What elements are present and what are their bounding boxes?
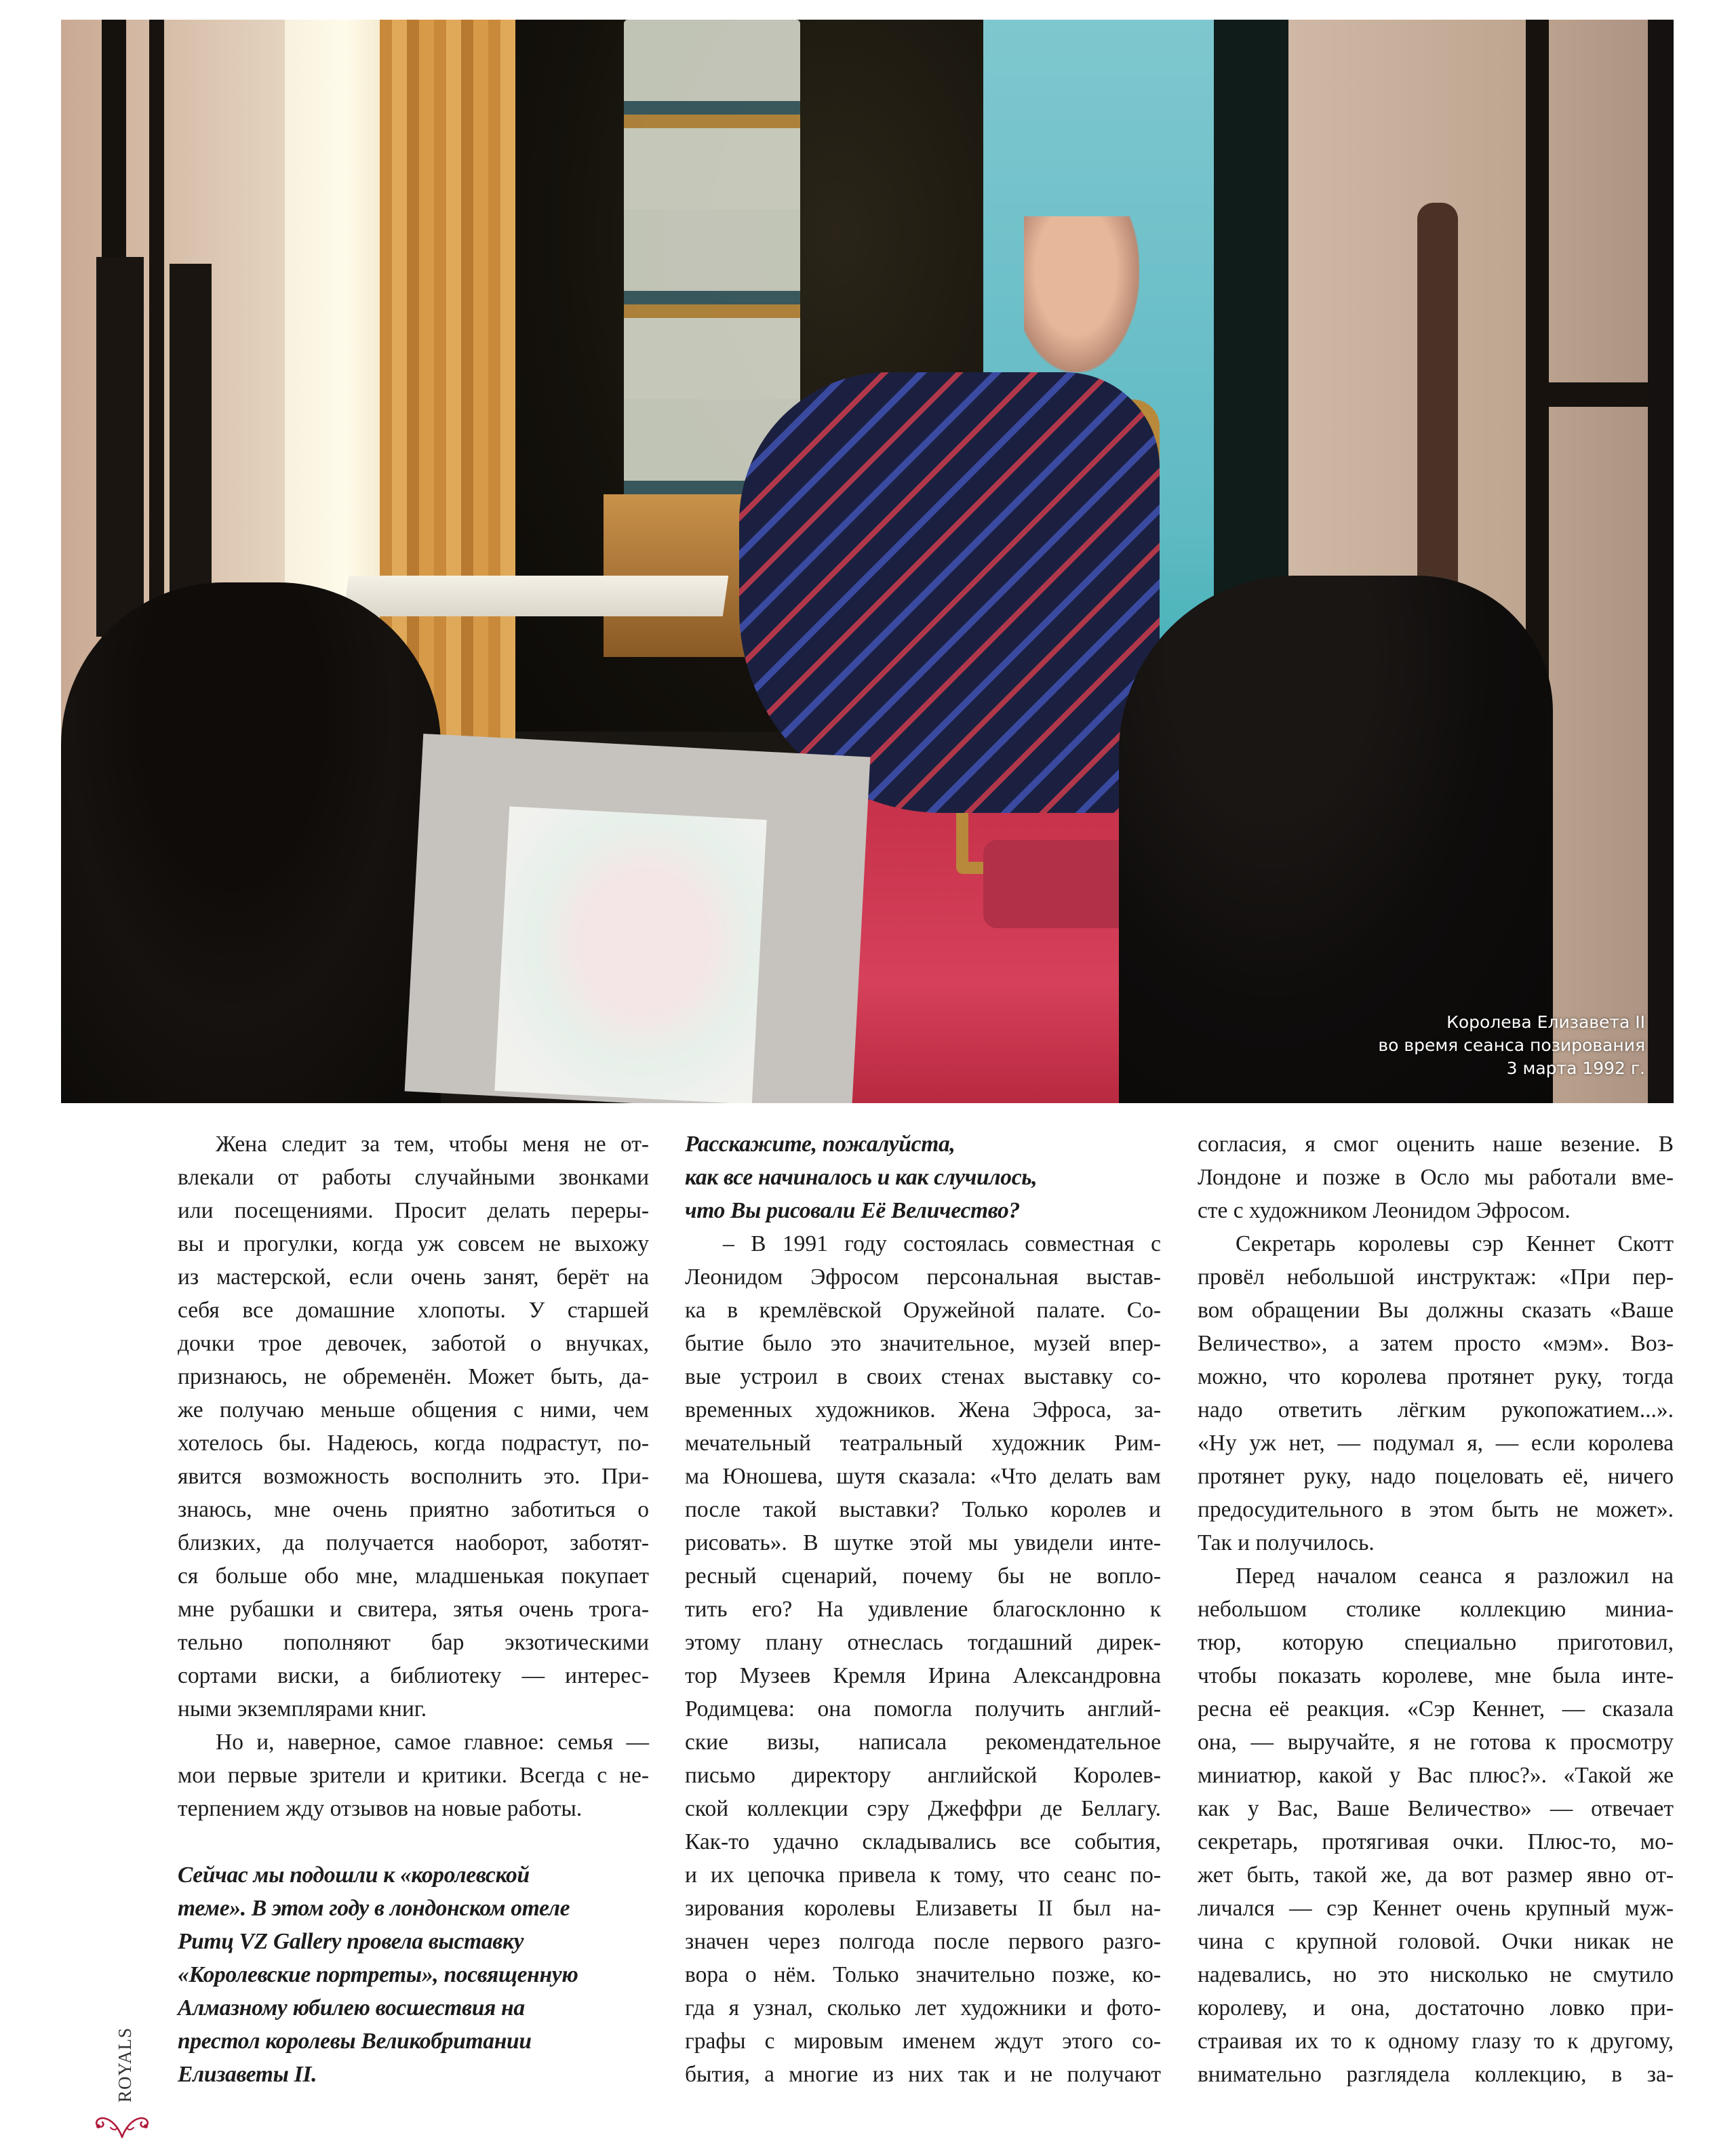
text-line: «Ну уж нет, — подумал я, — если королева (1198, 1431, 1674, 1456)
paragraph (1198, 1128, 1674, 1227)
text-line: предосудительного в этом быть не может». (1198, 1497, 1674, 1522)
text-line: протянет руку, надо поцеловать её, ничего (1198, 1464, 1674, 1489)
text-line: мои первые зрители и критики. Всегда с не- (178, 1763, 649, 1788)
text-line: провёл небольшой инструктаж: «При пер- (1198, 1265, 1674, 1290)
text-line: бытия, а многие из них так и не получают (685, 2062, 1161, 2087)
spacer (178, 1825, 649, 1858)
text-line: ка в кремлёвской Оружейной палате. Со- (685, 1298, 1161, 1323)
text-line: чтобы показать королеве, мне была инте- (1198, 1663, 1674, 1688)
text-line: себя все домашние хлопоты. У старшей (178, 1298, 649, 1323)
text-line: можно, что королева протянет руку, тогда (1198, 1364, 1674, 1389)
text-line: надевались, но это нисколько не смутило (1198, 1962, 1674, 1987)
paragraph (178, 1726, 649, 1825)
photo-caption (1378, 1011, 1645, 1080)
text-line: письмо директору английской Королев- (685, 1763, 1161, 1788)
text-column-3 (1198, 1128, 1674, 2091)
text-line: сортами виски, а библиотеку — интерес- (178, 1663, 649, 1688)
text-line: Как-то удачно складывались все события, (685, 1829, 1161, 1854)
paragraph (685, 1227, 1161, 2091)
text-line: личался — сэр Кеннет очень крупный муж- (1198, 1896, 1674, 1921)
interview-question (685, 1128, 1161, 1227)
text-line: ся больше обо мне, младшенькая покупает (178, 1564, 649, 1589)
text-line: вом обращении Вы должны сказать «Ваше (1198, 1298, 1674, 1323)
text-line: тить его? На удивление благосклонно к (685, 1597, 1161, 1622)
text-column-1 (178, 1128, 649, 2091)
text-line: королеву, и она, достаточно ловко при- (1198, 1995, 1674, 2020)
text-line: Леонидом Эфросом персональная выстав- (685, 1265, 1161, 1290)
text-line: как все начиналось и как случилось, (685, 1165, 1038, 1190)
text-line: из мастерской, если очень занят, берёт на (178, 1265, 649, 1290)
text-line: явится возможность восполнить это. При- (178, 1464, 649, 1489)
paragraph (1198, 1227, 1674, 1559)
paragraph (1198, 1559, 1674, 2091)
paragraph (178, 1128, 649, 1726)
text-line: терпением жду отзывов на новые работы. (178, 1796, 583, 1821)
photo-artist-left (61, 582, 441, 1103)
text-line: или посещениями. Просит делать переры- (178, 1198, 649, 1223)
text-line: Родимцева: она помогла получить англий- (685, 1696, 1161, 1721)
text-line: Расскажите, пожалуйста, (685, 1132, 955, 1157)
text-line: сте с художником Леонидом Эфросом. (1198, 1198, 1571, 1223)
text-line: согласия, я смог оценить наше везение. В (1198, 1132, 1674, 1157)
text-line: же получаю меньше общения с ними, чем (178, 1397, 649, 1422)
text-line: временных художников. Жена Эфроса, за- (685, 1397, 1161, 1422)
photo-easel-right-bar (1526, 382, 1661, 407)
text-line: Жена следит за тем, чтобы меня не от- (216, 1132, 649, 1157)
text-line: Так и получилось. (1198, 1530, 1375, 1555)
text-line: жет быть, такой же, да вот размер явно от- (1198, 1863, 1674, 1888)
text-line: ными экземплярами книг. (178, 1696, 427, 1721)
text-line: бытие было это значительное, музей впер- (685, 1331, 1161, 1356)
interview-question (178, 1858, 649, 2091)
text-line: теме». В этом году в лондонском отеле (178, 1896, 570, 1921)
text-line: значен через полгода после первого разго- (685, 1929, 1161, 1954)
text-line: страивая их то к одному глазу то к другому, (1198, 2029, 1674, 2054)
text-line: тельно пополняют бар экзотическими (178, 1630, 649, 1655)
text-column-2 (685, 1128, 1161, 2091)
text-line: Лондоне и позже в Осло мы работали вме- (1198, 1165, 1674, 1190)
text-line: чина с крупной головой. Очки никак не (1198, 1929, 1674, 1954)
section-mark (92, 2027, 153, 2149)
text-line: ской коллекции сэру Джеффри де Беллагу. (685, 1796, 1161, 1821)
text-line: – В 1991 году состоялась совместная с (723, 1231, 1161, 1256)
text-line: надо ответить лёгким рукопожатием...». (1198, 1397, 1674, 1422)
text-line: тор Музеев Кремля Ирина Александровна (685, 1663, 1161, 1688)
text-line: как у Вас, Ваше Величество» — отвечает (1198, 1796, 1674, 1821)
text-line: ские визы, написала рекомендательное (685, 1730, 1161, 1755)
text-line: ма Юношева, шутя сказала: «Что делать вам (685, 1464, 1161, 1489)
photo-queen-face (1024, 216, 1139, 372)
text-line: хотелось бы. Надеюсь, когда подрастут, по- (178, 1431, 649, 1456)
text-line: что Вы рисовали Её Величество? (685, 1198, 1020, 1223)
text-line: престол королевы Великобритании (178, 2029, 532, 2054)
text-line: мне рубашки и свитера, зятья очень трога- (178, 1597, 649, 1622)
text-line: и их цепочка привела к тому, что сеанс по- (685, 1863, 1161, 1888)
hero-photo (61, 20, 1674, 1103)
text-line: тюр, которую специально приготовил, (1198, 1630, 1674, 1655)
photo-easel-right-edge (1648, 20, 1674, 1103)
text-line: этому плану отнеслась тогдашний дирек- (685, 1630, 1161, 1655)
text-line: гда я узнал, сколько лет художники и фото- (685, 1995, 1161, 2020)
text-line: «Королевские портреты», посвященную (178, 1962, 578, 1987)
text-line: дочки трое девочек, заботой о внучках, (178, 1331, 649, 1356)
text-line: ресный сценарий, почему бы не вопло- (685, 1564, 1161, 1589)
text-line: близких, да получается наоборот, заботят- (178, 1530, 649, 1555)
flourish-ornament-icon (92, 2107, 153, 2138)
text-line: Алмазному юбилею восшествия на (178, 1995, 525, 2020)
text-line: внимательно разглядела коллекцию, в за- (1198, 2062, 1674, 2087)
text-line: после такой выставки? Только королев и (685, 1497, 1161, 1522)
text-line: она, — выручайте, я не готова к просмотру (1198, 1730, 1674, 1755)
text-line: знаюсь, мне очень приятно заботиться о (178, 1497, 649, 1522)
caption-line-2: во время сеанса позирования (1378, 1035, 1645, 1055)
photo-table (343, 576, 728, 616)
text-line: графы с мировым именем ждут этого со- (685, 2029, 1161, 2054)
text-line: Сейчас мы подошли к «королевской (178, 1863, 530, 1888)
text-line: рисовать». В шутке этой мы увидели инте- (685, 1530, 1161, 1555)
text-line: Величество», а затем просто «мэм». Воз- (1198, 1331, 1674, 1356)
text-line: вы и прогулки, когда уж совсем не выхожу (178, 1231, 649, 1256)
text-line: зирования королевы Елизаветы II был на- (685, 1896, 1161, 1921)
text-line: ресна её реакция. «Сэр Кеннет, — сказала (1198, 1696, 1674, 1721)
text-line: небольшом столике коллекцию миниа- (1198, 1597, 1674, 1622)
text-line: секретарь, протягивая очки. Плюс-то, мо- (1198, 1829, 1674, 1854)
text-line: Секретарь королевы сэр Кеннет Скотт (1236, 1231, 1674, 1256)
text-line: Ритц VZ Gallery провела выставку (178, 1929, 524, 1954)
photo-easel-left-panel (96, 257, 144, 637)
text-line: вора о нём. Только значительно позже, ко- (685, 1962, 1161, 1987)
caption-line-1: Королева Елизавета II (1446, 1012, 1645, 1032)
text-line: мечательный театральный художник Рим- (685, 1431, 1161, 1456)
text-line: признаюсь, не обременён. Может быть, да- (178, 1364, 649, 1389)
text-line: Перед началом сеанса я разложил на (1236, 1564, 1674, 1589)
section-label: ROYALS (115, 2027, 135, 2103)
photo-queen-dress (739, 372, 1160, 813)
text-line: Елизаветы II. (178, 2062, 317, 2087)
caption-line-3: 3 марта 1992 г. (1506, 1058, 1645, 1078)
photo-sketch (494, 806, 766, 1103)
text-line: миниатюр, какой у Вас плюс?». «Такой же (1198, 1763, 1674, 1788)
text-line: вые устроил в своих стенах выставку со- (685, 1364, 1161, 1389)
text-line: влекали от работы случайными звонками (178, 1165, 649, 1190)
text-line: Но и, наверное, самое главное: семья — (216, 1730, 649, 1755)
